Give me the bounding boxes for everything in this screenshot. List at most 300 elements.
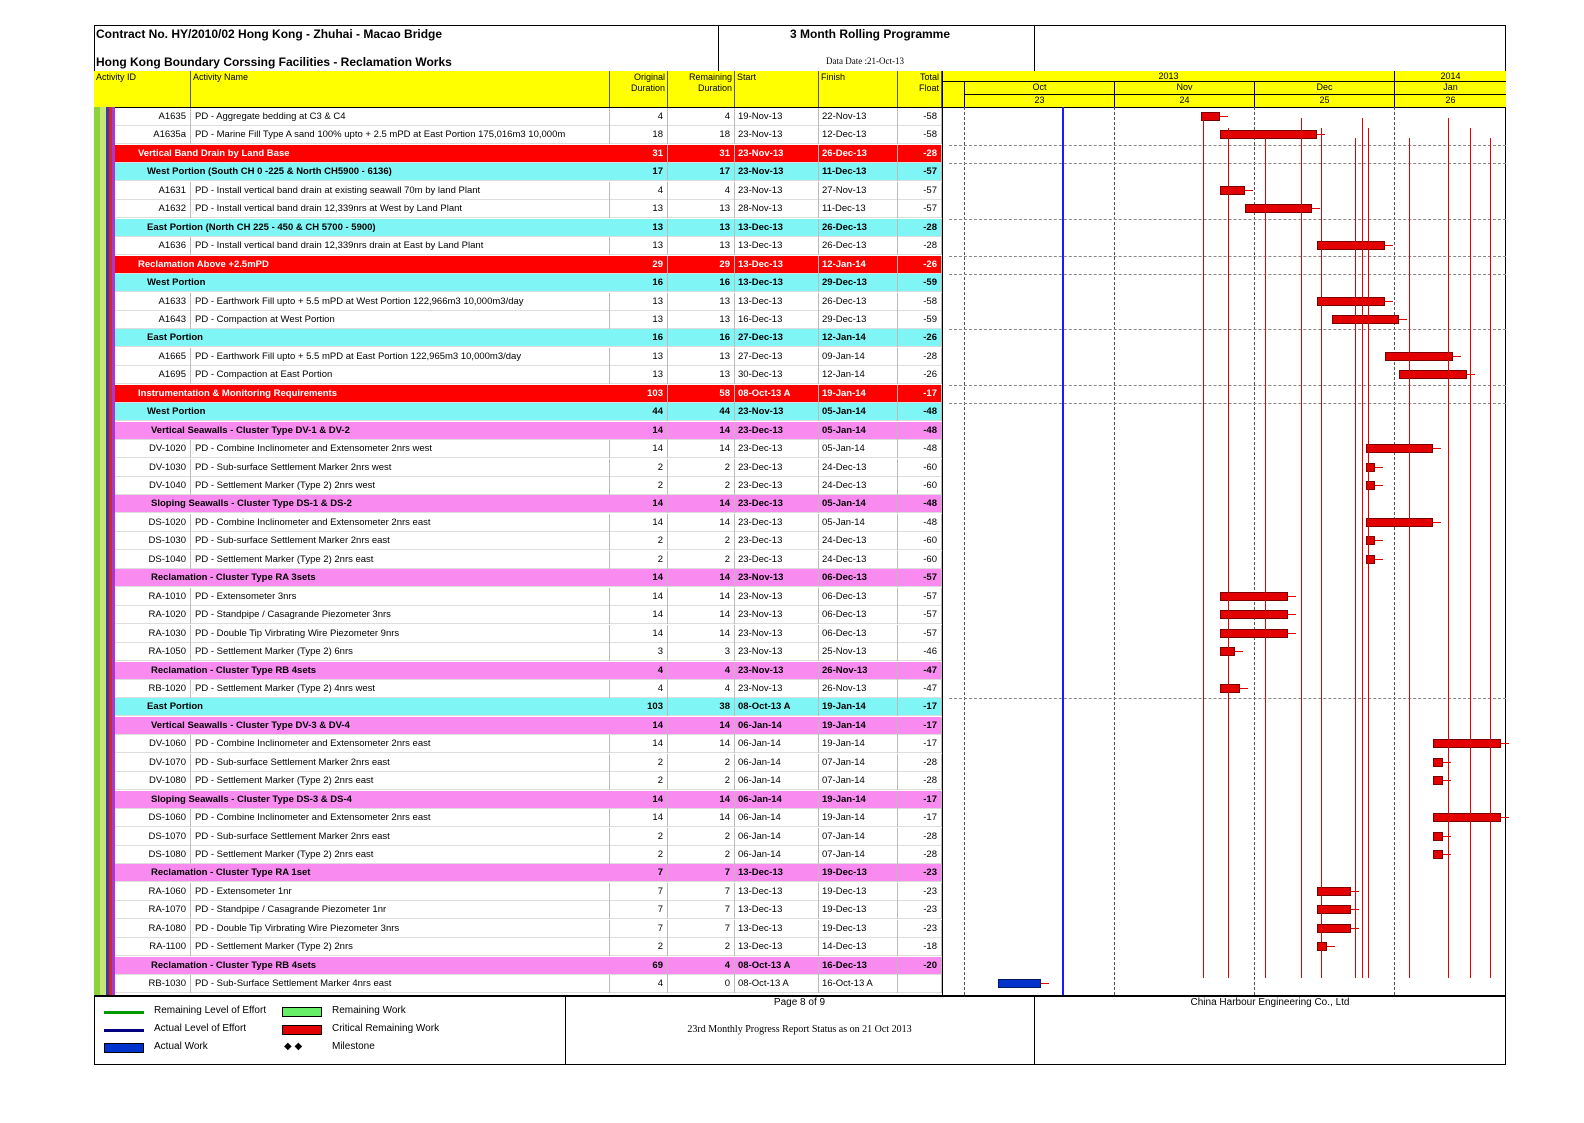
cell-start: 08-Oct-13 A: [735, 957, 819, 975]
gantt-link: [1375, 467, 1383, 468]
cell-start: 23-Nov-13: [735, 126, 819, 144]
gantt-bar[interactable]: [1433, 758, 1443, 767]
cell-finish: 26-Dec-13: [819, 237, 898, 255]
data-date: Data Date :21-Oct-13: [826, 56, 904, 66]
cell-rd: 14: [668, 422, 735, 440]
cell-finish: 19-Dec-13: [819, 920, 898, 938]
cell-rd: 16: [668, 329, 735, 347]
cell-id: RA-1050: [116, 643, 191, 661]
gantt-link: [1448, 118, 1449, 978]
report-status: 23rd Monthly Progress Report Status as on 21 Oct 2013: [687, 1024, 912, 1035]
cell-rd: 14: [668, 569, 735, 587]
activity-row[interactable]: [115, 293, 942, 311]
gantt-link: [1327, 946, 1335, 947]
cell-name: Reclamation - Cluster Type RB 4sets: [151, 959, 317, 971]
activity-row[interactable]: [115, 828, 942, 846]
gantt-bar[interactable]: [1317, 924, 1351, 933]
cell-name: PD - Install vertical band drain 12,339nrs at West by Land Plant: [191, 200, 610, 218]
cell-name: PD - Settlement Marker (Type 2) 4nrs west: [191, 680, 610, 698]
gantt-link: [1433, 522, 1441, 523]
cell-tf: -58: [898, 126, 942, 144]
gantt-bar[interactable]: [1220, 186, 1244, 195]
gantt-bar[interactable]: [1366, 444, 1434, 453]
cell-start: 23-Dec-13: [735, 514, 819, 532]
gantt-link: [1288, 614, 1296, 615]
wbs-row[interactable]: [115, 422, 942, 440]
cell-finish: 06-Dec-13: [819, 569, 898, 587]
cell-tf: -57: [898, 606, 942, 624]
cell-tf: -17: [898, 698, 942, 716]
header-divider: [718, 25, 719, 71]
activity-row[interactable]: [115, 643, 942, 661]
legend-line-swatch: [104, 1029, 144, 1032]
cell-id: RA-1020: [116, 606, 191, 624]
cell-finish: 09-Jan-14: [819, 348, 898, 366]
cell-finish: 26-Nov-13: [819, 680, 898, 698]
month-jan: Jan: [1394, 82, 1506, 95]
gantt-bar[interactable]: [1220, 130, 1317, 139]
cell-start: 06-Jan-14: [735, 735, 819, 753]
cell-name: PD - Extensometer 1nr: [191, 883, 610, 901]
cell-name: PD - Settlement Marker (Type 2) 2nrs: [191, 938, 610, 956]
cell-tf: -26: [898, 329, 942, 347]
cell-rd: 13: [668, 348, 735, 366]
gantt-link: [1409, 138, 1410, 978]
gantt-link: [1467, 374, 1475, 375]
activity-row[interactable]: [115, 459, 942, 477]
project-title: Hong Kong Boundary Corssing Facilities - Reclamation Works: [96, 55, 452, 69]
cell-start: 13-Dec-13: [735, 901, 819, 919]
cell-start: 30-Dec-13: [735, 366, 819, 384]
cell-start: 23-Nov-13: [735, 163, 819, 181]
cell-name: Reclamation Above +2.5mPD: [138, 258, 269, 270]
cell-rd: 2: [668, 754, 735, 772]
cell-id: DS-1020: [116, 514, 191, 532]
cell-od: 14: [610, 422, 668, 440]
cell-finish: 24-Dec-13: [819, 459, 898, 477]
cell-start: 06-Jan-14: [735, 809, 819, 827]
cell-name: PD - Double Tip Virbrating Wire Piezometer 3nrs: [191, 920, 610, 938]
cell-name: PD - Sub-surface Settlement Marker 2nrs east: [191, 532, 610, 550]
cell-finish: 26-Dec-13: [819, 219, 898, 237]
cell-name: West Portion (South CH 0 -225 & North CH5900 - 6136): [147, 166, 392, 178]
year-2013: 2013: [942, 71, 1394, 82]
week-dec: 25: [1254, 95, 1394, 107]
gantt-link: [1355, 138, 1356, 978]
cell-id: DV-1020: [116, 440, 191, 458]
cell-start: 08-Oct-13 A: [735, 698, 819, 716]
week-oct: 23: [964, 95, 1114, 107]
cell-rd: 38: [668, 698, 735, 716]
cell-tf: -17: [898, 735, 942, 753]
cell-od: 2: [610, 772, 668, 790]
cell-tf: [898, 975, 942, 993]
gantt-bar[interactable]: [1433, 850, 1443, 859]
cell-tf: -60: [898, 532, 942, 550]
cell-name: Vertical Seawalls - Cluster Type DV-1 & DV-2: [151, 424, 350, 436]
cell-rd: 18: [668, 126, 735, 144]
activity-row[interactable]: [115, 366, 942, 384]
activity-row[interactable]: [115, 108, 942, 126]
gantt-link: [1240, 688, 1248, 689]
cell-od: 2: [610, 828, 668, 846]
cell-id: DV-1070: [116, 754, 191, 772]
cell-tf: -23: [898, 901, 942, 919]
legend-label: Actual Level of Effort: [154, 1023, 247, 1034]
cell-od: 4: [610, 680, 668, 698]
legend-box-swatch: [282, 1025, 322, 1035]
cell-start: 13-Dec-13: [735, 274, 819, 292]
cell-start: 06-Jan-14: [735, 772, 819, 790]
cell-start: 23-Nov-13: [735, 182, 819, 200]
gantt-bar[interactable]: [1245, 204, 1313, 213]
activity-row[interactable]: [115, 975, 942, 993]
gantt-bar[interactable]: [1332, 315, 1400, 324]
cell-od: 2: [610, 551, 668, 569]
gantt-link: [1245, 190, 1253, 191]
cell-start: 27-Dec-13: [735, 329, 819, 347]
cell-od: 13: [610, 311, 668, 329]
cell-rd: 13: [668, 219, 735, 237]
cell-tf: -20: [898, 957, 942, 975]
cell-tf: -28: [898, 846, 942, 864]
cell-start: 23-Nov-13: [735, 606, 819, 624]
cell-rd: 14: [668, 514, 735, 532]
cell-id: RA-1010: [116, 588, 191, 606]
cell-id: DV-1030: [116, 459, 191, 477]
cell-rd: 29: [668, 256, 735, 274]
cell-start: 06-Jan-14: [735, 717, 819, 735]
cell-id: RB-1020: [116, 680, 191, 698]
activity-row[interactable]: [115, 920, 942, 938]
activity-row[interactable]: [115, 348, 942, 366]
cell-tf: -47: [898, 662, 942, 680]
gantt-bar[interactable]: [1220, 592, 1288, 601]
cell-id: DV-1080: [116, 772, 191, 790]
cell-name: PD - Double Tip Virbrating Wire Piezometer 9nrs: [191, 625, 610, 643]
cell-od: 31: [610, 145, 668, 163]
cell-od: 14: [610, 569, 668, 587]
cell-od: 7: [610, 883, 668, 901]
activity-row[interactable]: [115, 625, 942, 643]
cell-rd: 14: [668, 791, 735, 809]
cell-od: 2: [610, 754, 668, 772]
cell-id: RA-1030: [116, 625, 191, 643]
cell-tf: -48: [898, 422, 942, 440]
cell-start: 13-Dec-13: [735, 219, 819, 237]
gantt-link: [1375, 485, 1383, 486]
gantt-bar[interactable]: [1220, 684, 1239, 693]
gantt-link: [1265, 138, 1266, 978]
activity-row[interactable]: [115, 440, 942, 458]
cell-start: 13-Dec-13: [735, 237, 819, 255]
cell-name: West Portion: [147, 406, 206, 418]
cell-name: PD - Sub-surface Settlement Marker 2nrs west: [191, 459, 610, 477]
cell-od: 69: [610, 957, 668, 975]
cell-tf: -26: [898, 366, 942, 384]
activity-row[interactable]: [115, 477, 942, 495]
cell-start: 23-Dec-13: [735, 551, 819, 569]
col-activity-name: Activity Name: [191, 71, 610, 107]
cell-tf: -46: [898, 643, 942, 661]
gantt-month-gridline: [1394, 107, 1395, 995]
cell-rd: 7: [668, 883, 735, 901]
activity-row[interactable]: [115, 938, 942, 956]
cell-rd: 13: [668, 237, 735, 255]
cell-od: 14: [610, 495, 668, 513]
cell-id: A1633: [116, 293, 191, 311]
cell-tf: -23: [898, 864, 942, 882]
cell-rd: 7: [668, 864, 735, 882]
wbs-row[interactable]: [115, 698, 942, 716]
activity-row[interactable]: [115, 311, 942, 329]
cell-tf: -60: [898, 551, 942, 569]
wbs-row[interactable]: [115, 791, 942, 809]
activity-row[interactable]: [115, 200, 942, 218]
cell-finish: 05-Jan-14: [819, 422, 898, 440]
cell-start: 23-Dec-13: [735, 459, 819, 477]
cell-finish: 06-Dec-13: [819, 588, 898, 606]
wbs-row[interactable]: [115, 864, 942, 882]
cell-tf: -23: [898, 883, 942, 901]
gantt-bar[interactable]: [1317, 887, 1351, 896]
cell-name: Vertical Band Drain by Land Base: [138, 147, 290, 159]
cell-finish: 19-Jan-14: [819, 717, 898, 735]
month-nov: Nov: [1114, 82, 1254, 95]
activity-row[interactable]: [115, 551, 942, 569]
cell-name: PD - Aggregate bedding at C3 & C4: [191, 108, 610, 126]
gantt-link: [1312, 208, 1320, 209]
activity-row[interactable]: [115, 182, 942, 200]
programme-title: 3 Month Rolling Programme: [790, 27, 951, 41]
cell-start: 23-Nov-13: [735, 625, 819, 643]
cell-tf: -28: [898, 348, 942, 366]
cell-start: 23-Nov-13: [735, 403, 819, 421]
gantt-bar[interactable]: [1317, 241, 1385, 250]
cell-od: 2: [610, 938, 668, 956]
cell-id: A1695: [116, 366, 191, 384]
cell-id: RA-1070: [116, 901, 191, 919]
cell-start: 13-Dec-13: [735, 883, 819, 901]
cell-id: A1643: [116, 311, 191, 329]
gantt-month-gridline: [1254, 107, 1255, 995]
gantt-link: [1470, 128, 1471, 978]
wbs-row[interactable]: [115, 957, 942, 975]
cell-id: A1635a: [116, 126, 191, 144]
activity-row[interactable]: [115, 514, 942, 532]
cell-name: PD - Extensometer 3nrs: [191, 588, 610, 606]
cell-finish: 19-Dec-13: [819, 883, 898, 901]
cell-name: East Portion: [147, 332, 203, 344]
legend-label: Remaining Level of Effort: [154, 1005, 267, 1016]
gantt-link: [1368, 128, 1369, 978]
activity-row[interactable]: [115, 772, 942, 790]
gantt-bar[interactable]: [1317, 297, 1385, 306]
wbs-row[interactable]: [115, 385, 942, 403]
cell-finish: 19-Jan-14: [819, 385, 898, 403]
cell-id: DV-1040: [116, 477, 191, 495]
wbs-row[interactable]: [115, 256, 942, 274]
cell-rd: 4: [668, 182, 735, 200]
cell-rd: 2: [668, 938, 735, 956]
gantt-bar[interactable]: [1385, 352, 1453, 361]
legend-label: Critical Remaining Work: [332, 1023, 440, 1034]
activity-row[interactable]: [115, 809, 942, 827]
cell-rd: 4: [668, 680, 735, 698]
cell-finish: 24-Dec-13: [819, 477, 898, 495]
col-total-float: Total Float: [898, 71, 942, 107]
cell-od: 14: [610, 606, 668, 624]
activity-row[interactable]: [115, 237, 942, 255]
cell-rd: 13: [668, 311, 735, 329]
cell-start: 13-Dec-13: [735, 920, 819, 938]
cell-od: 14: [610, 588, 668, 606]
cell-tf: -47: [898, 680, 942, 698]
cell-finish: 26-Nov-13: [819, 662, 898, 680]
cell-od: 7: [610, 864, 668, 882]
cell-od: 14: [610, 735, 668, 753]
activity-row[interactable]: [115, 680, 942, 698]
cell-od: 4: [610, 662, 668, 680]
gantt-link: [1501, 743, 1509, 744]
cell-id: DS-1080: [116, 846, 191, 864]
gantt-link: [1490, 138, 1491, 978]
cell-rd: 2: [668, 459, 735, 477]
gantt-bar[interactable]: [1317, 905, 1351, 914]
cell-id: DV-1060: [116, 735, 191, 753]
activity-row[interactable]: [115, 883, 942, 901]
cell-rd: 44: [668, 403, 735, 421]
activity-row[interactable]: [115, 588, 942, 606]
page-number: Page 8 of 9: [773, 997, 826, 1008]
activity-row[interactable]: [115, 532, 942, 550]
cell-name: PD - Combine Inclinometer and Extensometer 2nrs west: [191, 440, 610, 458]
company-name: China Harbour Engineering Co., Ltd: [1190, 997, 1350, 1008]
header-divider: [1034, 25, 1035, 71]
cell-od: 2: [610, 459, 668, 477]
activity-row[interactable]: [115, 846, 942, 864]
cell-tf: -57: [898, 569, 942, 587]
wbs-row[interactable]: [115, 274, 942, 292]
gantt-link: [1220, 116, 1228, 117]
cell-name: East Portion: [147, 701, 203, 713]
cell-name: Vertical Seawalls - Cluster Type DV-3 & DV-4: [151, 719, 350, 731]
wbs-row[interactable]: [115, 163, 942, 181]
gantt-left-border: [942, 71, 943, 995]
cell-od: 29: [610, 256, 668, 274]
gantt-link: [1235, 651, 1243, 652]
cell-rd: 14: [668, 717, 735, 735]
wbs-row[interactable]: [115, 219, 942, 237]
activity-row[interactable]: [115, 735, 942, 753]
legend-label: Remaining Work: [332, 1005, 406, 1016]
cell-tf: -48: [898, 403, 942, 421]
wbs-row[interactable]: [115, 145, 942, 163]
cell-od: 2: [610, 532, 668, 550]
activity-row[interactable]: [115, 754, 942, 772]
cell-rd: 4: [668, 957, 735, 975]
gantt-bar[interactable]: [1220, 629, 1288, 638]
gantt-link: [1453, 356, 1461, 357]
cell-tf: -17: [898, 385, 942, 403]
gantt-bar[interactable]: [998, 979, 1042, 988]
wbs-row[interactable]: [115, 717, 942, 735]
activity-row[interactable]: [115, 126, 942, 144]
cell-finish: 11-Dec-13: [819, 200, 898, 218]
cell-name: PD - Compaction at West Portion: [191, 311, 610, 329]
gantt-bar[interactable]: [1220, 610, 1288, 619]
cell-name: Reclamation - Cluster Type RB 4sets: [151, 664, 317, 676]
col-original-duration: Original Duration: [610, 71, 668, 107]
cell-rd: 58: [668, 385, 735, 403]
cell-finish: 19-Dec-13: [819, 864, 898, 882]
gantt-link: [1433, 448, 1441, 449]
gantt-month-gridline: [964, 107, 965, 995]
cell-rd: 16: [668, 274, 735, 292]
wbs-row[interactable]: [115, 329, 942, 347]
cell-finish: 19-Dec-13: [819, 901, 898, 919]
cell-tf: -17: [898, 809, 942, 827]
activity-row[interactable]: [115, 606, 942, 624]
activity-row[interactable]: [115, 901, 942, 919]
cell-start: 23-Nov-13: [735, 145, 819, 163]
gantt-link: [1321, 128, 1322, 978]
wbs-row[interactable]: [115, 495, 942, 513]
col-start: Start: [735, 71, 819, 107]
cell-tf: -23: [898, 920, 942, 938]
gantt-link: [1385, 245, 1393, 246]
wbs-row[interactable]: [115, 662, 942, 680]
cell-finish: 12-Jan-14: [819, 366, 898, 384]
cell-tf: -60: [898, 459, 942, 477]
cell-name: PD - Sub-surface Settlement Marker 2nrs east: [191, 754, 610, 772]
cell-rd: 0: [668, 975, 735, 993]
cell-od: 103: [610, 385, 668, 403]
gantt-link: [1288, 633, 1296, 634]
cell-finish: 12-Dec-13: [819, 126, 898, 144]
gantt-bar[interactable]: [1366, 518, 1434, 527]
week-jan: 26: [1394, 95, 1506, 107]
cell-id: A1631: [116, 182, 191, 200]
cell-name: PD - Sub-surface Settlement Marker 2nrs east: [191, 828, 610, 846]
cell-name: PD - Settlement Marker (Type 2) 2nrs east: [191, 846, 610, 864]
wbs-row[interactable]: [115, 403, 942, 421]
cell-rd: 13: [668, 293, 735, 311]
gantt-bar[interactable]: [1433, 776, 1443, 785]
gantt-bar[interactable]: [1433, 832, 1443, 841]
cell-name: PD - Earthwork Fill upto + 5.5 mPD at West Portion 122,966m3 10,000m3/day: [191, 293, 610, 311]
wbs-row[interactable]: [115, 569, 942, 587]
cell-start: 13-Dec-13: [735, 256, 819, 274]
year-2014: 2014: [1394, 71, 1506, 82]
contract-title: Contract No. HY/2010/02 Hong Kong - Zhuhai - Macao Bridge: [96, 27, 443, 41]
cell-start: 28-Nov-13: [735, 200, 819, 218]
cell-rd: 7: [668, 901, 735, 919]
cell-name: PD - Standpipe / Casagrande Piezometer 3nrs: [191, 606, 610, 624]
gantt-bar[interactable]: [1317, 942, 1327, 951]
cell-rd: 14: [668, 809, 735, 827]
cell-name: East Portion (North CH 225 - 450 & CH 5700 - 5900): [147, 221, 376, 233]
cell-finish: 27-Nov-13: [819, 182, 898, 200]
cell-id: DS-1060: [116, 809, 191, 827]
cell-od: 2: [610, 477, 668, 495]
cell-name: PD - Settlement Marker (Type 2) 2nrs east: [191, 772, 610, 790]
cell-tf: -28: [898, 754, 942, 772]
legend-line-swatch: [104, 1011, 144, 1014]
cell-finish: 14-Dec-13: [819, 938, 898, 956]
cell-finish: 05-Jan-14: [819, 495, 898, 513]
cell-tf: -57: [898, 200, 942, 218]
